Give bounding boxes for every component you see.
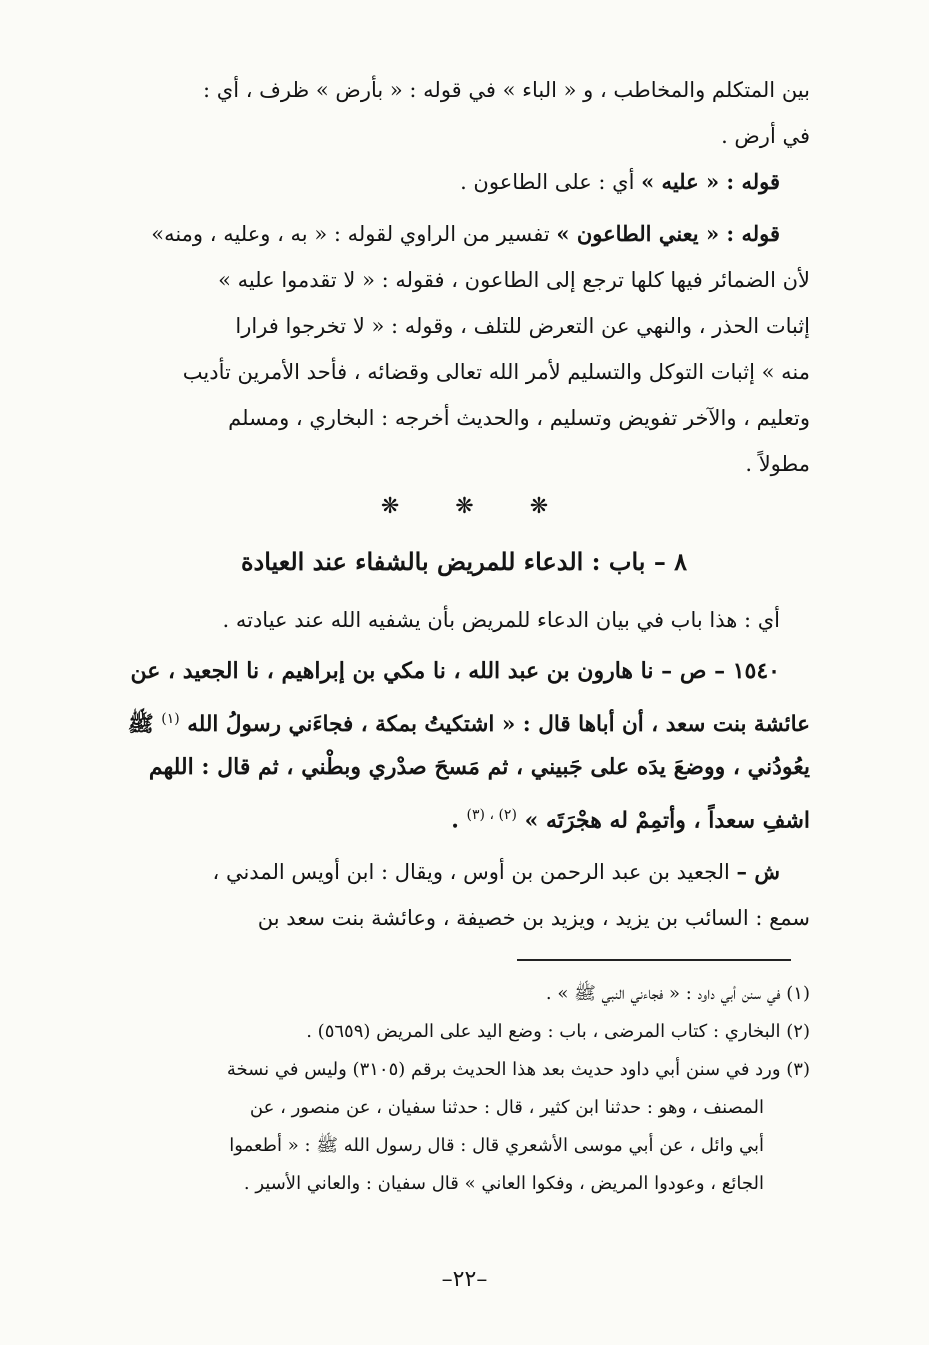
text-line xyxy=(118,211,810,257)
qawl-yani-altaoun xyxy=(118,211,810,487)
text-line: أي : هذا باب في بيان الدعاء للمريض بأن يشفيه الله عند عيادته . xyxy=(222,608,780,632)
chapter-intro xyxy=(118,597,810,643)
text-line xyxy=(118,695,810,743)
sharh-segment: الجعيد بن عبد الرحمن بن أوس ، ويقال : ابن أويس المدني ، xyxy=(212,860,737,884)
star-ornament-icon: ❋ xyxy=(380,494,400,519)
sharh-text xyxy=(118,849,810,941)
text-line: لأن الضمائر فيها كلها ترجع إلى الطاعون ، فقوله : « لا تقدموا عليه » xyxy=(218,268,810,292)
hadith-segment: عائشة بنت سعد ، أن أباها قال : « اشتكيتُ بمكة ، فجاءَني رسولُ الله xyxy=(187,712,810,738)
text-line: وتعليم ، والآخر تفويض وتسليم ، والحديث أخرجه : البخاري ، ومسلم xyxy=(228,406,810,430)
qawl-label: قوله : « يعني الطاعون » xyxy=(556,221,780,246)
text-line: مطولاً . xyxy=(745,452,810,476)
hadith-text xyxy=(118,647,810,839)
sharh-label: ش – xyxy=(736,859,780,884)
qawl-text: أي : على الطاعون . xyxy=(460,170,642,194)
text-line: ١٥٤٠ – ص – نا هارون بن عبد الله ، نا مكي بن إبراهيم ، نا الجعيد ، عن xyxy=(130,658,780,684)
text-line: إثبات الحذر ، والنهي عن التعرض للتلف ، وقوله : « لا تخرجوا فرارا xyxy=(235,314,810,338)
qawl-text: تفسير من الراوي لقوله : « به ، وعليه ، ومنه» xyxy=(151,222,557,246)
footnote-line: المصنف ، وهو : حدثنا ابن كثير ، قال : حدثنا سفيان ، عن منصور ، عن xyxy=(249,1097,764,1118)
text-line: منه » إثبات التوكل والتسليم لأمر الله تعالى وقضائه ، فأحد الأمرين تأديب xyxy=(182,360,810,384)
qawl-alayhi xyxy=(118,159,810,205)
footnote-ref: (٢) xyxy=(498,807,517,823)
text-line xyxy=(118,849,810,895)
footnote-ref: (١) xyxy=(161,711,180,727)
footnote-line: (١) في سنن أبي داود : « فجاءني النبي ﷺ » . xyxy=(545,983,810,1004)
hadith-end: . xyxy=(451,807,467,834)
footnote-ref-separator: ، xyxy=(485,807,499,823)
text-line: يعُودُني ، ووضعَ يدَه على جَبيني ، ثم مَسحَ صدْري وبطْني ، ثم قال : اللهم xyxy=(148,754,810,780)
text-line: بين المتكلم والمخاطب ، و « الباء » في قوله : « بأرض » ظرف ، أي : xyxy=(203,78,810,102)
text-line xyxy=(118,791,810,839)
footnote-line: أبي وائل ، عن أبي موسى الأشعري قال : قال رسول الله ﷺ : « أطعموا xyxy=(229,1135,764,1156)
commentary-top xyxy=(118,67,810,159)
text-line: سمع : السائب بن يزيد ، ويزيد بن خصيفة ، وعائشة بنت سعد بن xyxy=(257,906,810,930)
text-line: في أرض . xyxy=(721,124,810,148)
qawl-label: قوله : « عليه » xyxy=(641,169,780,194)
footnote-line: الجائع ، وعودوا المريض ، وفكوا العاني » قال سفيان : والعاني الأسير . xyxy=(243,1173,764,1194)
footnote-divider xyxy=(517,959,791,961)
hadith-segment: اشفِ سعداً ، وأتمِمْ له هجْرَتَه » xyxy=(524,807,810,834)
footnote-line: (٢) البخاري : كتاب المرضى ، باب : وضع اليد على المريض (٥٦٥٩) . xyxy=(306,1021,810,1042)
footnotes xyxy=(118,975,810,1203)
page-number: –٢٢– xyxy=(441,1267,488,1292)
footnote-ref: (٣) xyxy=(466,807,486,823)
section-separator xyxy=(0,494,929,534)
footnote-line: (٣) ورد في سنن أبي داود حديث بعد هذا الحديث برقم (٣١٠٥) وليس في نسخة xyxy=(226,1059,810,1080)
chapter-heading: ٨ – باب : الدعاء للمريض بالشفاء عند العيادة xyxy=(240,547,688,576)
star-ornament-icon: ❋ xyxy=(455,494,474,519)
star-ornament-icon: ❋ xyxy=(529,494,549,519)
text-line xyxy=(118,159,810,205)
salawat-glyph: ﷺ xyxy=(127,712,154,738)
